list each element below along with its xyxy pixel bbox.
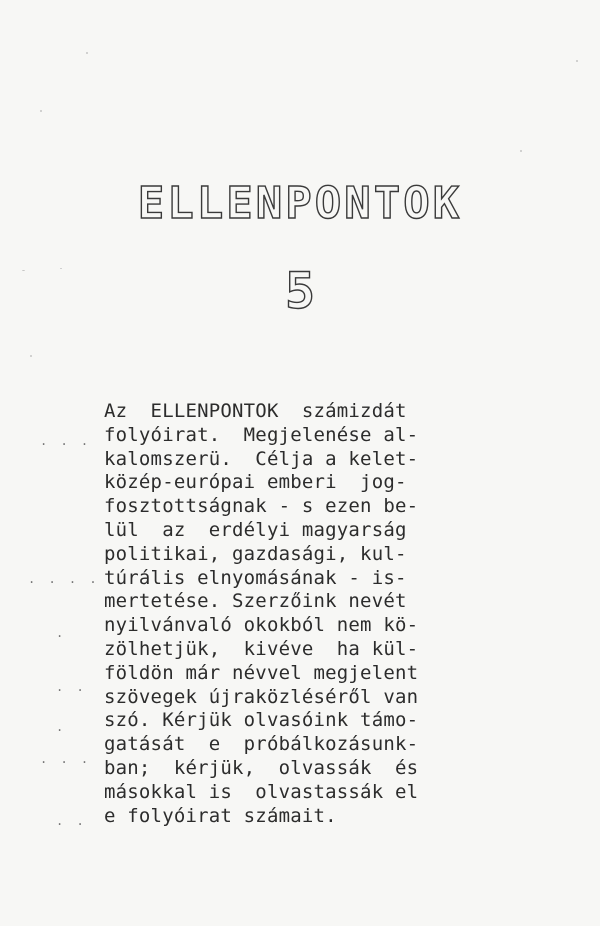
paragraph-line: Az ELLENPONTOK számizdát [104,400,407,422]
scan-speck [520,150,522,152]
issue-number: 5 [284,262,316,320]
paragraph-line: közép-európai emberi jog- [104,471,407,494]
scan-speck [86,52,88,54]
paragraph-line: nyilvánvaló okokból nem kö- [104,614,419,637]
paragraph-line: fosztottságnak - s ezen be- [104,495,419,518]
paragraph-line: folyóirat. Megjelenése al- [104,423,419,446]
paragraph-line: lül az erdélyi magyarság [104,518,407,541]
scan-speck [30,355,32,357]
paragraph-line: ban; kérjük, olvassák és [104,756,419,779]
paragraph-line: túrális elnyomásának - is- [104,566,407,589]
margin-mark: . . [56,814,87,828]
paragraph-line: mertetése. Szerzőink nevét [104,590,407,613]
paragraph-line: földön már névvel megjelent [104,661,419,684]
margin-mark: . . [56,680,87,694]
intro-paragraph [104,400,504,828]
paragraph-line: e folyóirat számait. [104,804,337,827]
paragraph-line: kalomszerü. Célja a kelet- [104,447,419,470]
margin-mark: . . . [40,752,92,766]
margin-mark: . [56,626,67,640]
paragraph-line: politikai, gazdasági, kul- [104,542,407,565]
paragraph-line: szó. Kérjük olvasóink támo- [104,709,419,732]
paragraph-line: másokkal is olvastassák el [104,780,419,803]
scan-speck [40,110,42,112]
paragraph-line: szövegek újraközléséről van [104,685,419,708]
margin-mark: . . . [40,434,92,448]
paragraph-line: zölhetjük, kivéve ha kül- [104,637,419,660]
paragraph-line: gatását e próbálkozásunk- [104,733,419,756]
margin-mark: . [56,720,67,734]
margin-mark: . . . . [28,572,100,586]
scan-speck [576,60,578,62]
document-title: ELLENPONTOK [137,178,463,229]
